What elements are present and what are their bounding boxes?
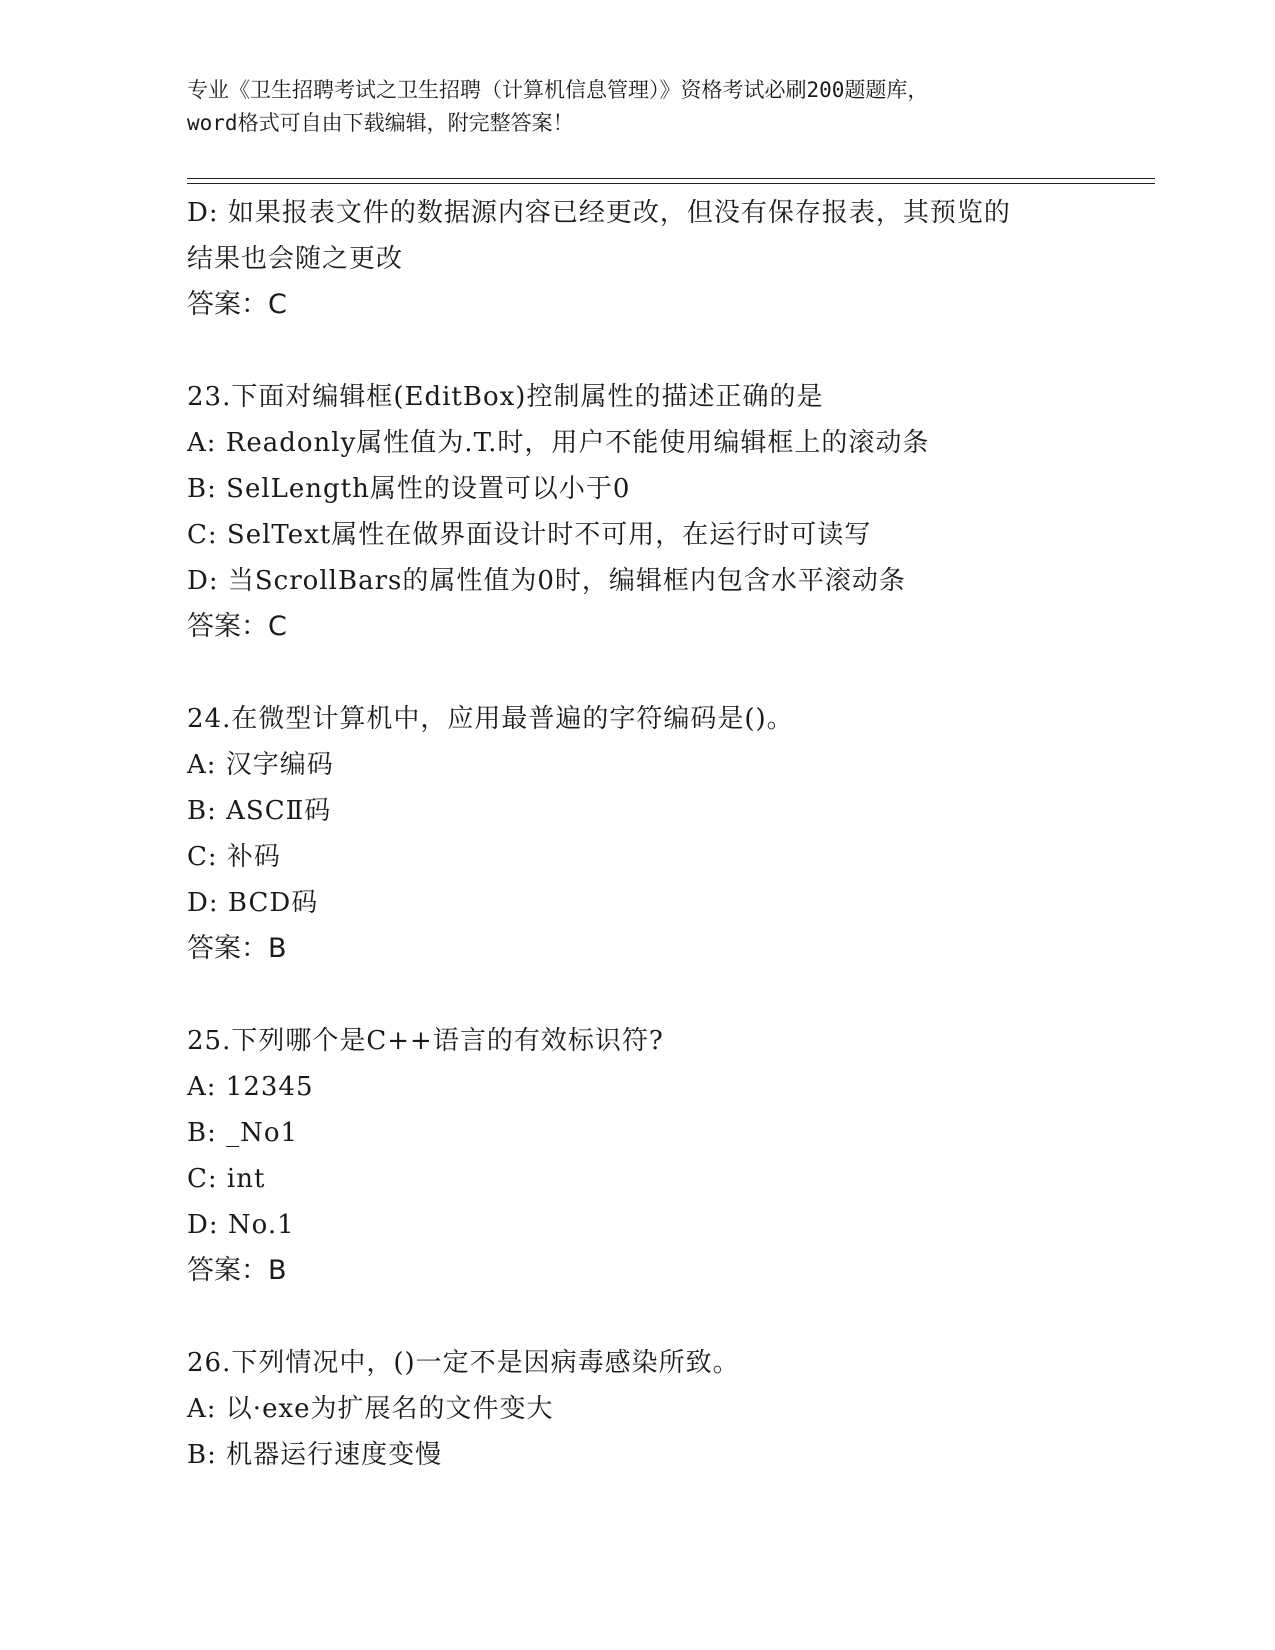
question-stem: 24.在微型计算机中，应用最普遍的字符编码是()。 xyxy=(187,704,794,734)
option-a: A: 以·exe为扩展名的文件变大 xyxy=(187,1394,554,1424)
question-stem: 26.下列情况中，()一定不是因病毒感染所致。 xyxy=(187,1348,740,1378)
option-c: C: 补码 xyxy=(187,842,281,872)
question-stem: 25.下列哪个是C++语言的有效标识符? xyxy=(187,1026,664,1056)
question-25 xyxy=(187,1018,1087,1294)
question-24 xyxy=(187,696,1087,972)
option-a: A: 12345 xyxy=(187,1072,314,1102)
document-header xyxy=(187,74,1087,140)
option-a: A: 汉字编码 xyxy=(187,750,334,780)
header-divider-bottom xyxy=(187,183,1155,184)
header-divider-top xyxy=(187,178,1155,179)
option-d: D: 当ScrollBars的属性值为0时，编辑框内包含水平滚动条 xyxy=(187,566,906,596)
option-b: B: 机器运行速度变慢 xyxy=(187,1440,443,1470)
question-list xyxy=(187,190,1087,1478)
answer-line: 答案：B xyxy=(187,1255,287,1286)
question-stem: 23.下面对编辑框(EditBox)控制属性的描述正确的是 xyxy=(187,382,824,412)
option-c: C: SelText属性在做界面设计时不可用，在运行时可读写 xyxy=(187,520,872,550)
answer-line: 答案：C xyxy=(187,611,287,642)
question-fragment xyxy=(187,190,1087,328)
option-d: D: BCD码 xyxy=(187,888,319,918)
option-d-continued: 结果也会随之更改 xyxy=(187,244,404,274)
answer-line: 答案：C xyxy=(187,289,287,320)
option-a: A: Readonly属性值为.T.时，用户不能使用编辑框上的滚动条 xyxy=(187,428,930,458)
option-c: C: int xyxy=(187,1164,266,1194)
header-title-line-2: word格式可自由下载编辑，附完整答案！ xyxy=(187,111,574,135)
option-d: D: No.1 xyxy=(187,1210,295,1240)
question-26 xyxy=(187,1340,1087,1478)
option-b: B: ASCⅡ码 xyxy=(187,796,332,826)
answer-line: 答案：B xyxy=(187,933,287,964)
option-b: B: _No1 xyxy=(187,1118,299,1148)
option-b: B: SelLength属性的设置可以小于0 xyxy=(187,474,631,504)
option-d: D: 如果报表文件的数据源内容已经更改，但没有保存报表，其预览的 xyxy=(187,198,1011,228)
question-23 xyxy=(187,374,1087,650)
header-title-line-1: 专业《卫生招聘考试之卫生招聘（计算机信息管理）》资格考试必刷200题题库， xyxy=(187,78,929,102)
